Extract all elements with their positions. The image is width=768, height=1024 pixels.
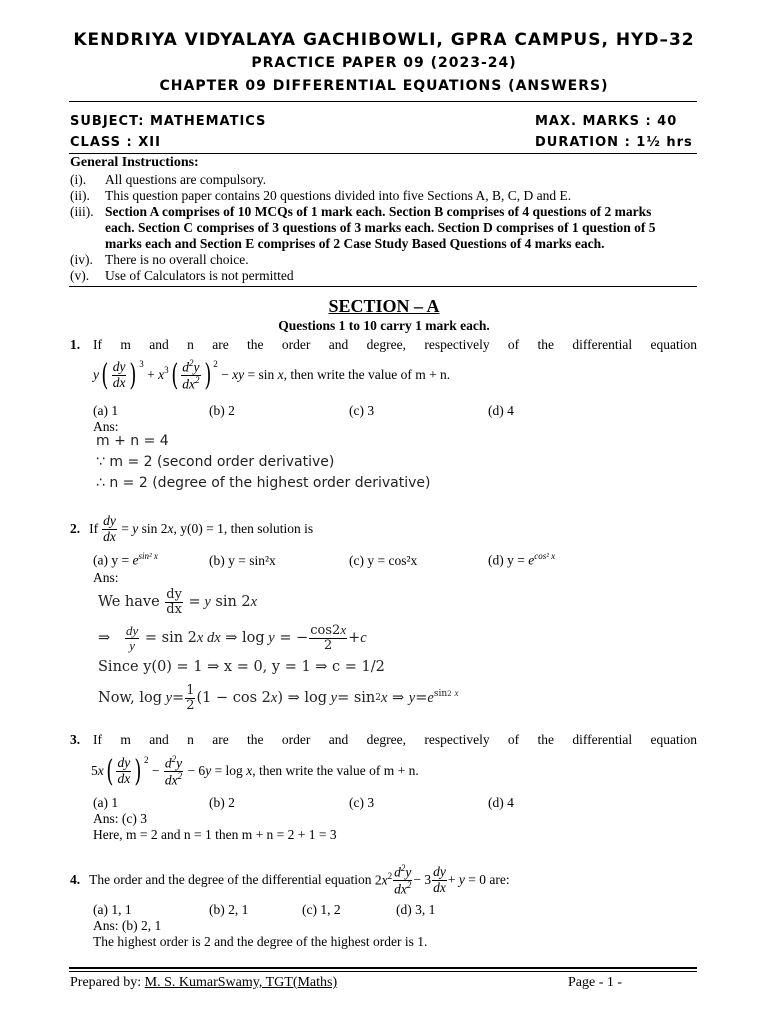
q2-option-b: (b) y = sin²x: [209, 553, 276, 568]
question-text-3: If m and n are the order and degree, respectively of the differential equation: [93, 732, 697, 747]
question-4: 4. The order and the degree of the differential equation $2x^2$ $\frac{d^2y}{dx^2}$ − 3 $\frac{dy}{dx}$ + y = 0 are:: [70, 862, 510, 896]
q2-ans-line-2: ⇒ $\frac{dy}{y}$ = sin 2 x dx ⇒ log y = − $\frac{\cos 2x}{2}$ + c: [98, 622, 367, 653]
chapter-title: CHAPTER 09 DIFFERENTIAL EQUATIONS (ANSWERS): [159, 78, 609, 94]
q1-option-b: (b) 2: [209, 403, 235, 418]
instruction-text-2: This question paper contains 20 questions divided into five Sections A, B, C, D and E.: [105, 188, 572, 203]
question-equation-1: y ( $\frac{dy}{dx}$ ) 3 + x 3 ( $\frac{d^2y}{dx^2}$ ) 2 − xy = sin x , then write the value of m + n.: [93, 357, 451, 393]
q2-ans-line-1: We have $\frac{dy}{dx}$ = y sin 2 x: [98, 586, 258, 617]
q3-option-c: (c) 3: [349, 795, 375, 810]
footer-author: M. S. KumarSwamy, TGT(Maths): [144, 975, 338, 990]
question-cont-3: , then write the value of m + n.: [252, 763, 419, 778]
footer-page: Page - 1 -: [568, 975, 623, 990]
q3-ans-line-1: Ans: (c) 3: [93, 811, 147, 826]
instruction-num-1: (i).: [70, 172, 87, 187]
q2-ans-label: Ans:: [93, 570, 119, 585]
instruction-text-3c: marks each and Section E comprises of 2 Case Study Based Questions of 4 marks each.: [105, 236, 605, 251]
paper-title: PRACTICE PAPER 09 (2023-24): [251, 55, 517, 71]
class-label: CLASS : XII: [70, 135, 161, 150]
question-number-1: 1.: [70, 337, 81, 352]
footer-prepared-label: Prepared by:: [70, 975, 142, 990]
question-equation-3: 5 x ( $\frac{dy}{dx}$ ) 2 − $\frac{d^2y}{dx^2}$ − 6y = log x , then write the value of m + n.: [91, 753, 419, 789]
instructions-rule: [69, 286, 697, 287]
q2-option-a: (a) $y = e^{sin^2 x}$: [93, 551, 158, 568]
q4-option-b: (b) 2, 1: [209, 902, 249, 917]
footer-prepared: [70, 975, 337, 991]
q2-option-d: (d) $y = e^{cos^2 x}$: [488, 551, 556, 568]
q1-ans-label: Ans:: [93, 419, 119, 434]
subject-label: SUBJECT: MATHEMATICS: [70, 114, 267, 129]
footer-rule-thin: [69, 971, 697, 972]
question-text-2-post: , y(0) = 1, then solution is: [173, 521, 314, 536]
q3-ans-line-2: Here, m = 2 and n = 1 then m + n = 2 + 1 = 3: [93, 827, 337, 842]
question-text-1: If m and n are the order and degree, respectively of the differential equation: [93, 337, 697, 352]
q1-option-d: (d) 4: [488, 403, 514, 418]
q3-option-a: (a) 1: [93, 795, 119, 810]
instruction-text-1: All questions are compulsory.: [105, 172, 267, 187]
q4-option-a: (a) 1, 1: [93, 902, 132, 917]
q4-option-d: (d) 3, 1: [396, 902, 436, 917]
instruction-num-2: (ii).: [70, 188, 90, 203]
q1-option-a: (a) 1: [93, 403, 119, 418]
question-text-2-pre: If: [89, 521, 99, 536]
header-rule: [69, 101, 697, 102]
question-2: 2. If $\frac{dy}{dx}$ = y sin 2x , y(0) = 1, then solution is: [70, 513, 314, 544]
instructions-title: General Instructions:: [70, 155, 199, 170]
question-number-4: 4.: [70, 872, 81, 887]
question-number-2: 2.: [70, 521, 81, 536]
question-number-3: 3.: [70, 732, 81, 747]
instruction-num-5: (v).: [70, 268, 90, 283]
instruction-text-5: Use of Calculators is not permitted: [105, 268, 294, 283]
footer-rule-thick: [69, 967, 697, 969]
question-text-4: The order and the degree of the differential equation: [89, 872, 372, 887]
max-marks-label: MAX. MARKS : 40: [535, 114, 678, 129]
instruction-text-3a: Section A comprises of 10 MCQs of 1 mark each. Section B comprises of 4 questions of 2 marks: [105, 204, 652, 219]
q1-ans-line-3: ∴ n = 2 (degree of the highest order derivative): [96, 475, 431, 491]
q2-option-c: (c) y = cos²x: [349, 553, 418, 568]
instruction-text-3b: each. Section C comprises of 3 questions of 3 marks each. Section D comprises of 1 question of 5: [105, 220, 656, 235]
q4-option-c: (c) 1, 2: [302, 902, 341, 917]
section-subtitle: Questions 1 to 10 carry 1 mark each.: [278, 318, 490, 333]
q3-option-d: (d) 4: [488, 795, 514, 810]
instruction-num-3: (iii).: [70, 204, 94, 219]
q2-ans-line-4: Now, log y = $\frac{1}{2}$ (1 − cos 2 x ) ⇒ log y = sin 2 x ⇒ y = e sin2 x: [98, 682, 459, 713]
question-text-4-post: are:: [489, 872, 510, 887]
section-title: SECTION – A: [328, 296, 440, 316]
instruction-text-4: There is no overall choice.: [105, 252, 249, 267]
subheader-rule: [69, 153, 697, 154]
instruction-num-4: (iv).: [70, 252, 93, 267]
q3-option-b: (b) 2: [209, 795, 235, 810]
q1-ans-line-1: m + n = 4: [96, 433, 169, 449]
q4-ans-line-1: Ans: (b) 2, 1: [93, 918, 162, 933]
q4-ans-line-2: The highest order is 2 and the degree of the highest order is 1.: [93, 934, 428, 949]
q1-ans-line-2: ∵ m = 2 (second order derivative): [96, 454, 335, 470]
question-cont-1: , then write the value of m + n.: [283, 367, 451, 382]
q1-option-c: (c) 3: [349, 403, 375, 418]
q2-ans-line-3: Since y(0) = 1 ⇒ x = 0, y = 1 ⇒ c = 1/2: [98, 659, 385, 675]
duration-label: DURATION : 1½ hrs: [535, 135, 693, 150]
school-name: KENDRIYA VIDYALAYA GACHIBOWLI, GPRA CAMPUS, HYD–32: [73, 30, 695, 50]
